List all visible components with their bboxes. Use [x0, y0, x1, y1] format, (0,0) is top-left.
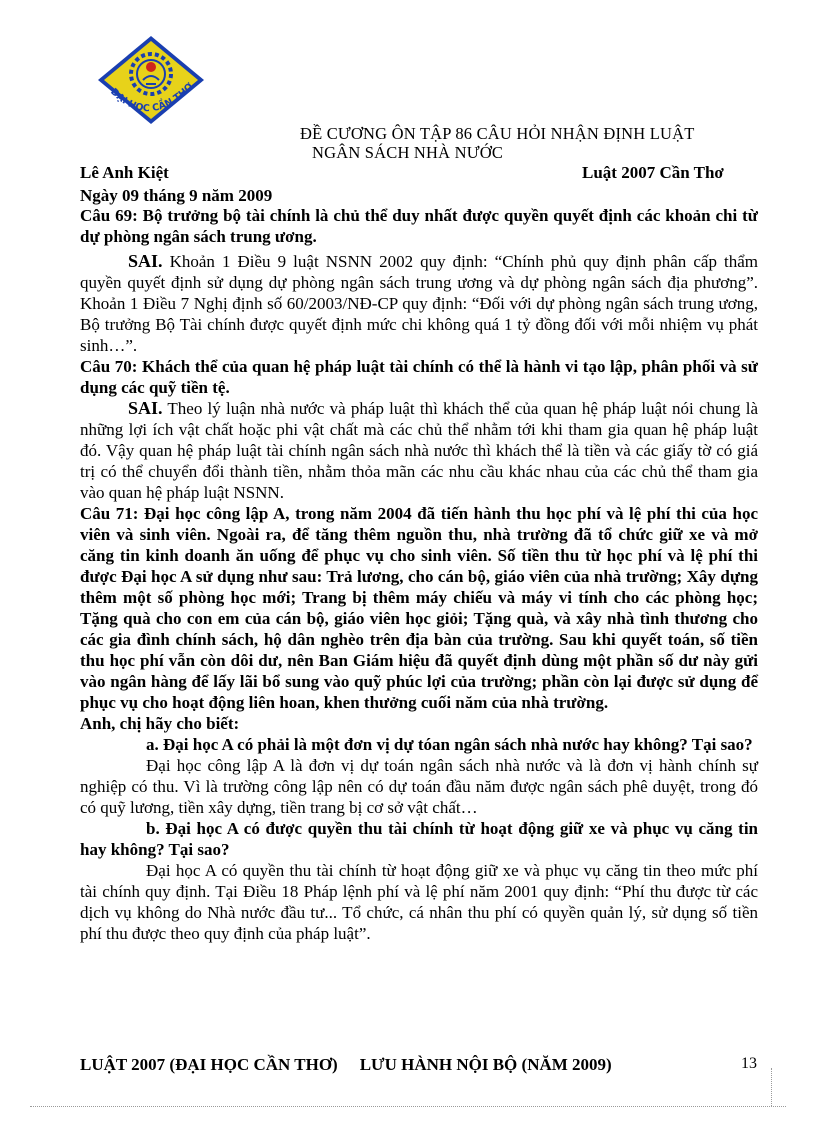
question-prompt: Anh, chị hãy cho biết: — [80, 714, 240, 733]
footer-horizontal-rule — [30, 1106, 786, 1107]
author-name: Lê Anh Kiệt — [80, 163, 169, 182]
document-date: Ngày 09 tháng 9 năm 2009 — [80, 186, 273, 205]
question-69: Câu 69: Bộ trưởng bộ tài chính là chủ thể duy nhất được quyền quyết định các khoản chi từ dự phòng ngân sách trung ương. — [80, 206, 758, 246]
logo-text: ĐẠI HỌC CẦN THƠ — [108, 81, 196, 115]
page-number: 13 — [741, 1055, 757, 1072]
footer-vertical-rule — [771, 1068, 772, 1106]
title-line-1: ĐỀ CƯƠNG ÔN TẬP 86 CÂU HỎI NHẬN ĐỊNH LUẬT — [300, 124, 695, 143]
answer-b: Đại học A có quyền thu tài chính từ hoạt động giữ xe và phục vụ căng tin theo mức phí tài chính quy định. Tại Điều 18 Pháp lệnh phí và lệ phí năm 2001 quy định: “Phí thu được từ các dịch vụ không do Nhà nước đầu tư... Tổ chức, cá nhân thu phí có quyền quản lý, sử dụng số tiền phí thu được theo quy định của pháp luật”. — [80, 861, 758, 943]
sub-question-a: a. Đại học A có phải là một đơn vị dự tóan ngân sách nhà nước hay không? Tại sao? — [146, 735, 753, 754]
footer-middle: LƯU HÀNH NỘI BỘ (NĂM 2009) — [359, 1055, 612, 1074]
document-title — [300, 124, 695, 162]
question-71: Câu 71: Đại học công lập A, trong năm 2004 đã tiến hành thu học phí và lệ phí thi của học viên và sinh viên. Ngoài ra, để tăng thêm nguồn thu, nhà trường đã tổ chức giữ xe và mở căng tin kinh doanh ăn uống để phục vụ cho sinh viên. Số tiền thu từ học phí và lệ phí thi được Đại học A sử dụng như sau: Trả lương, cho cán bộ, giáo viên của nhà trường; Xây dựng thêm một số phòng học mới; Trang bị thêm máy chiếu và máy vi tính cho các phòng học; Tặng quà cho con em của cán bộ, giáo viên học giỏi; Tặng quà, và xây nhà tình thương cho các gia đình chính sách, hộ dân nghèo trên địa bàn của trường. Sau khi quyết toán, số tiền thu học phí vẫn còn dôi dư, nên Ban Giám hiệu đã quyết định dùng một phần số dư này gửi vào ngân hàng để lấy lãi bổ sung vào quỹ phúc lợi của trường; phần còn lại được sử dụng để phục vụ cho hoạt động liên hoan, khen thưởng cuối năm của nhà trường. — [80, 504, 758, 712]
course-name: Luật 2007 Cần Thơ — [582, 163, 724, 182]
title-line-2: NGÂN SÁCH NHÀ NƯỚC — [312, 143, 504, 162]
university-logo — [96, 34, 206, 126]
verdict-mark: SAI. — [128, 251, 163, 271]
verdict-mark: SAI. — [128, 398, 163, 418]
answer-text: Khoản 1 Điều 9 luật NSNN 2002 quy định: “Chính phủ quy định phân cấp thẩm quyền quyết định sử dụng dự phòng ngân sách trung ương và dự phòng ngân sách địa phương”. Khoản 1 Điều 7 Nghị định số 60/2003/NĐ-CP quy định: “Đối với dự phòng ngân sách trung ương, Bộ trưởng Bộ Tài chính được quyết định mức chi không quá 1 tỷ đồng đối với mỗi nhiệm vụ phát sinh…”. — [80, 252, 758, 355]
answer-69 — [80, 251, 758, 356]
answer-a: Đại học công lập A là đơn vị dự toán ngân sách nhà nước và là đơn vị hành chính sự nghiệp có thu. Vì là trường công lập nên có dự toán đầu năm được ngân sách phê duyệt, trong đó có quỹ lương, tiền xây dựng, tiền trang bị cơ sở vật chất… — [80, 756, 758, 817]
answer-70 — [80, 398, 758, 503]
sub-question-b: b. Đại học A có được quyền thu tài chính từ hoạt động giữ xe và phục vụ căng tin hay không? Tại sao? — [80, 819, 758, 859]
page-footer — [80, 1055, 612, 1075]
footer-left: LUẬT 2007 (ĐẠI HỌC CẦN THƠ) — [80, 1055, 338, 1074]
question-70: Câu 70: Khách thể của quan hệ pháp luật tài chính có thể là hành vi tạo lập, phân phối và sử dụng các quỹ tiền tệ. — [80, 357, 758, 397]
answer-text: Theo lý luận nhà nước và pháp luật thì khách thể của quan hệ pháp luật nói chung là những lợi ích vật chất hoặc phi vật chất mà các chủ thể nhằm tới khi tham gia quan hệ pháp luật đó. Vậy quan hệ pháp luật tài chính ngân sách nhà nước thì khách thể là tiền và các giấy tờ có giá trị có thể chuyển đổi thành tiền, nhằm thỏa mãn các nhu cầu khác nhau của các chủ thể tham gia vào quan hệ pháp luật NSNN. — [80, 399, 758, 502]
document-body — [80, 205, 758, 944]
